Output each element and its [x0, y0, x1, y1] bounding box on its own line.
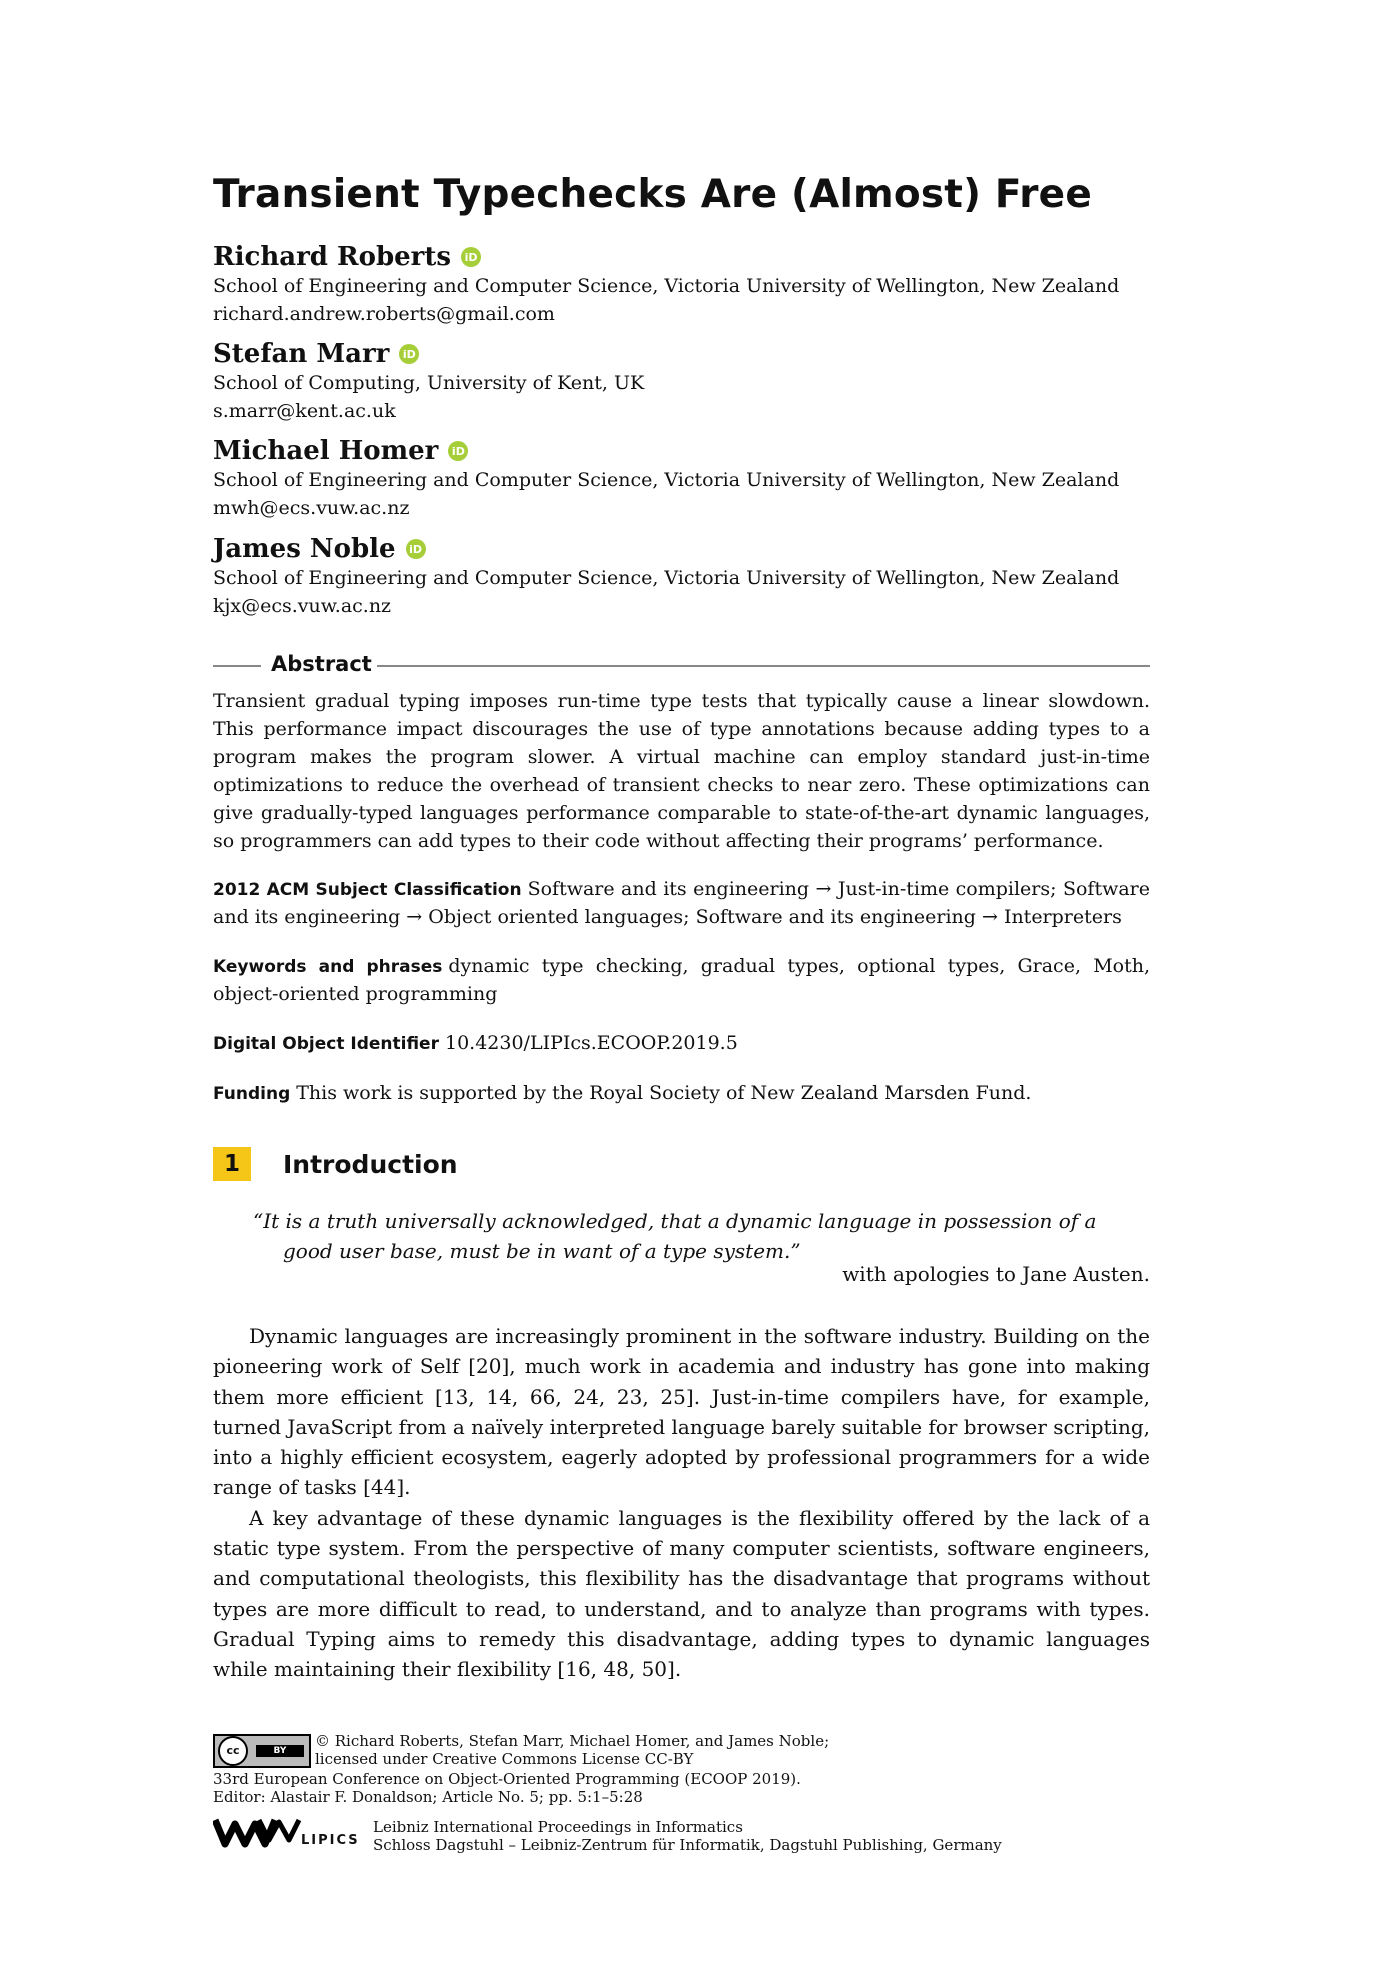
author-block — [213, 436, 1150, 522]
keywords — [213, 953, 1150, 1008]
orcid-icon[interactable]: iD — [448, 441, 468, 461]
author-affiliation: School of Engineering and Computer Science, Victoria University of Wellington, New Zealand — [213, 275, 1120, 297]
acm-text: Software and its engineering → Just-in-time compilers; Software and its engineering → Object oriented languages; Software and its engineering → Interpreters — [213, 878, 1150, 928]
author-name: Michael Homer — [213, 436, 439, 466]
author-name: Stefan Marr — [213, 339, 390, 369]
acm-label: 2012 ACM Subject Classification — [213, 880, 522, 900]
funding-text: This work is supported by the Royal Society of New Zealand Marsden Fund. — [296, 1082, 1032, 1104]
cc-by-license-icon[interactable] — [213, 1734, 311, 1768]
funding-label: Funding — [213, 1084, 291, 1104]
keywords-label: Keywords and phrases — [213, 957, 443, 977]
epigraph-line: good user base, must be in want of a type system.” — [283, 1239, 801, 1263]
author-block — [213, 242, 1150, 328]
body-paragraph: Dynamic languages are increasingly prominent in the software industry. Building on the pioneering work of Self [20], much work in academia and industry has gone into making them more efficient [13, 14, 66, 24, 23, 25]. Just-in-time compilers have, for example, turned JavaScript from a naïvely interpreted language barely suitable for browser scripting, into a highly efficient ecosystem, eagerly adopted by professional programmers for a wide range of tasks [44]. — [213, 1324, 1150, 1500]
series-line: Leibniz International Proceedings in Informatics — [373, 1818, 743, 1836]
abstract-text: Transient gradual typing imposes run-time type tests that typically cause a linear slowdown. This performance impact discourages the use of type annotations because adding types to a program makes the program slower. A virtual machine can employ standard just-in-time optimizations to reduce the overhead of transient checks to near zero. These optimizations can give gradually-typed languages performance comparable to state-of-the-art dynamic languages, so programmers can add types to their code without affecting their programs’ performance. — [213, 690, 1150, 852]
conference-line: 33rd European Conference on Object-Oriented Programming (ECOOP 2019). — [213, 1770, 801, 1788]
body-paragraph: A key advantage of these dynamic languages is the flexibility offered by the lack of a static type system. From the perspective of many computer scientists, software engineers, and computational theologists, this flexibility has the disadvantage that programs without types are more difficult to read, to understand, and to analyze than programs with types. Gradual Typing aims to remedy this disadvantage, adding types to dynamic languages while maintaining their flexibility [16, 48, 50]. — [213, 1505, 1150, 1682]
orcid-icon[interactable]: iD — [461, 247, 481, 267]
rule-left — [213, 665, 261, 667]
author-email[interactable]: kjx@ecs.vuw.ac.nz — [213, 595, 392, 617]
by-icon: BY — [256, 1745, 304, 1757]
author-affiliation: School of Engineering and Computer Science, Victoria University of Wellington, New Zealand — [213, 469, 1120, 491]
section-number: 1 — [213, 1147, 251, 1181]
section-heading — [213, 1147, 458, 1181]
doi-label: Digital Object Identifier — [213, 1034, 439, 1054]
author-block — [213, 534, 1150, 620]
lipics-logo — [213, 1814, 363, 1848]
epigraph-attribution: with apologies to Jane Austen. — [842, 1262, 1150, 1286]
editor-line: Editor: Alastair F. Donaldson; Article No. 5; pp. 5:1–5:28 — [213, 1788, 643, 1806]
author-name: James Noble — [213, 534, 396, 564]
author-name: Richard Roberts — [213, 242, 452, 272]
body-text — [213, 1321, 1150, 1685]
abstract-heading: Abstract — [271, 652, 372, 676]
orcid-icon[interactable]: iD — [406, 539, 426, 559]
author-email[interactable]: richard.andrew.roberts@gmail.com — [213, 303, 555, 325]
funding — [213, 1080, 1150, 1108]
keywords-text: dynamic type checking, gradual types, optional types, Grace, Moth, object-oriented programming — [213, 955, 1150, 1005]
orcid-icon[interactable]: iD — [399, 344, 419, 364]
doi-text[interactable]: 10.4230/LIPIcs.ECOOP.2019.5 — [444, 1032, 738, 1054]
abstract-rule — [213, 652, 1150, 678]
author-email[interactable]: s.marr@kent.ac.uk — [213, 400, 396, 422]
doi — [213, 1030, 1150, 1058]
license-line: licensed under Creative Commons License CC-BY — [315, 1750, 694, 1768]
author-affiliation: School of Engineering and Computer Science, Victoria University of Wellington, New Zealand — [213, 567, 1120, 589]
copyright-line: © Richard Roberts, Stefan Marr, Michael Homer, and James Noble; — [315, 1732, 830, 1750]
publisher-line: Schloss Dagstuhl – Leibniz-Zentrum für Informatik, Dagstuhl Publishing, Germany — [373, 1836, 1002, 1854]
author-email[interactable]: mwh@ecs.vuw.ac.nz — [213, 497, 410, 519]
rule-right — [377, 665, 1150, 667]
epigraph — [253, 1206, 1113, 1266]
lipics-wordmark: LIPICS — [301, 1833, 360, 1848]
paper-title: Transient Typechecks Are (Almost) Free — [213, 172, 1092, 217]
acm-classification — [213, 876, 1150, 931]
section-title: Introduction — [283, 1149, 458, 1179]
cc-icon: cc — [218, 1736, 248, 1766]
author-block — [213, 339, 1150, 425]
epigraph-line: “It is a truth universally acknowledged, that a dynamic language in possession of a — [253, 1209, 1097, 1233]
author-affiliation: School of Computing, University of Kent, UK — [213, 372, 645, 394]
